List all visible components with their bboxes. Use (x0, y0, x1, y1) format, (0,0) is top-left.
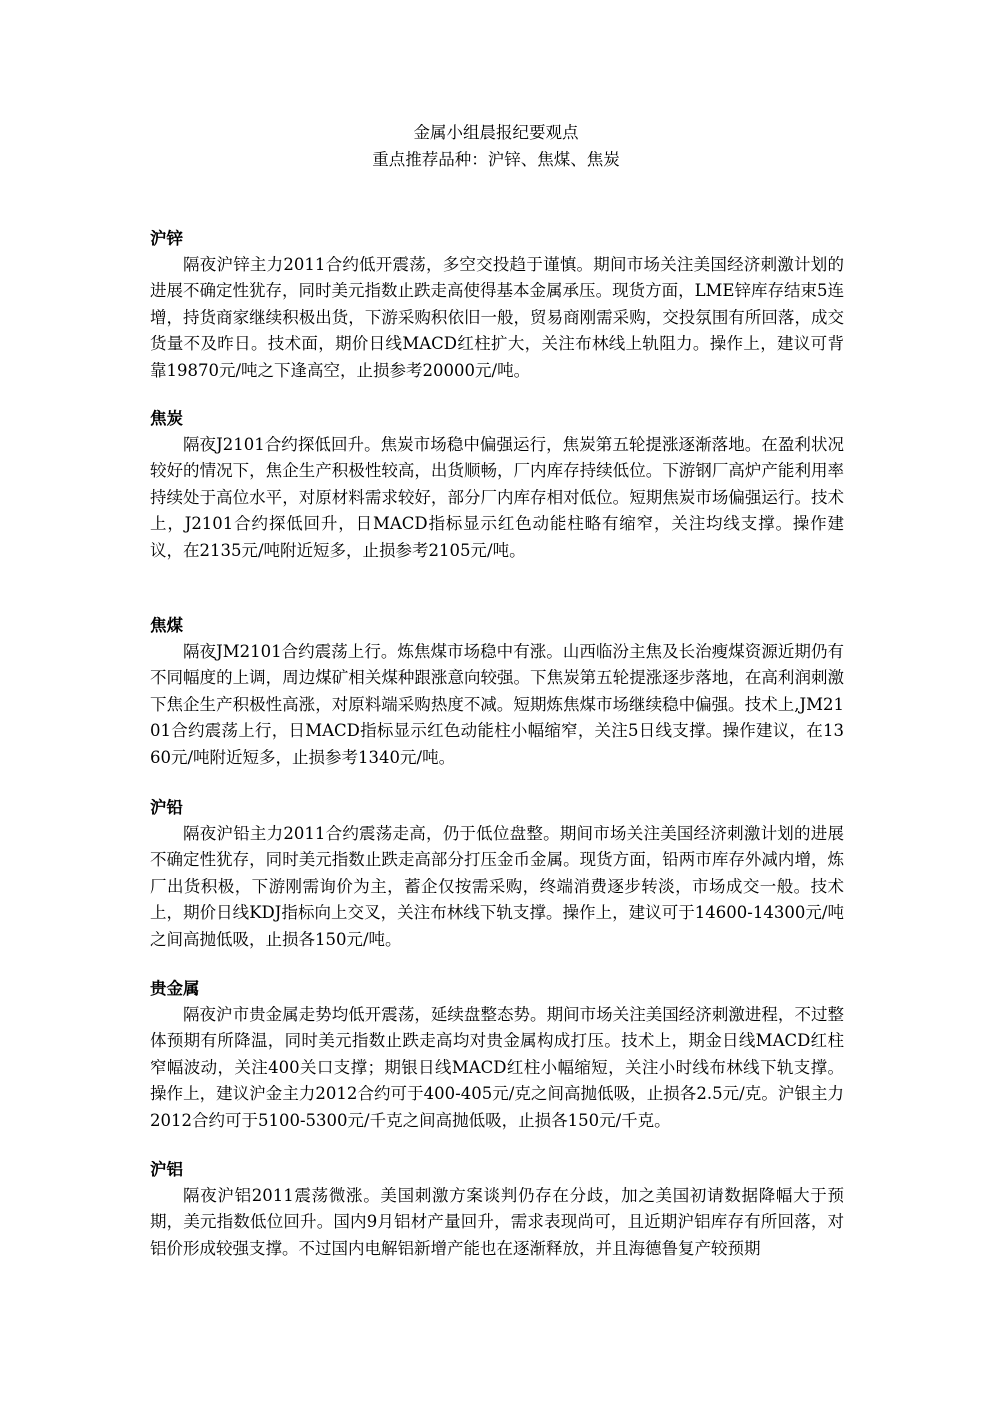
section-body: 隔夜J2101合约探低回升。焦炭市场稳中偏强运行，焦炭第五轮提涨逐渐落地。在盈利状况较好的情况下，焦企生产积极性较高，出货顺畅，厂内库存持续低位。下游钢厂高炉产能利用率持续处于高位水平，对原材料需求较好，部分厂内库存相对低位。短期焦炭市场偏强运行。技术上，J2101合约探低回升，日MACD指标显示红色动能柱略有缩窄，关注均线支撑。操作建议，在2135元/吨附近短多，止损参考2105元/吨。 (150, 435, 844, 560)
section-heading: 沪铅 (150, 798, 183, 817)
section-heading: 沪锌 (150, 229, 183, 248)
section-aluminum (150, 1157, 844, 1262)
section-heading: 焦炭 (150, 409, 183, 428)
section-heading: 沪铝 (150, 1160, 183, 1179)
section-zinc (150, 226, 844, 384)
document-header (0, 119, 992, 173)
section-body: 隔夜沪市贵金属走势均低开震荡，延续盘整态势。期间市场关注美国经济刺激进程，不过整体预期有所降温，同时美元指数止跌走高均对贵金属构成打压。技术上，期金日线MACD红柱窄幅波动，关注400关口支撑；期银日线MACD红柱小幅缩短，关注小时线布林线下轨支撑。操作上，建议沪金主力2012合约可于400-405元/克之间高抛低吸，止损各2.5元/克。沪银主力2012合约可于5100-5300元/千克之间高抛低吸，止损各150元/千克。 (150, 1005, 844, 1130)
section-lead (150, 795, 844, 953)
section-coking-coal (150, 613, 844, 771)
section-body: 隔夜沪铅主力2011合约震荡走高，仍于低位盘整。期间市场关注美国经济刺激计划的进展不确定性犹存，同时美元指数止跌走高部分打压金币金属。现货方面，铅两市库存外减内增，炼厂出货积极，下游刚需询价为主，蓄企仅按需采购，终端消费逐步转淡，市场成交一般。技术上，期价日线KDJ指标向上交叉，关注布林线下轨支撑。操作上，建议可于14600-14300元/吨之间高抛低吸，止损各150元/吨。 (150, 824, 844, 949)
section-coke (150, 406, 844, 564)
document-title: 金属小组晨报纪要观点 (413, 123, 579, 142)
section-body: 隔夜沪锌主力2011合约低开震荡，多空交投趋于谨慎。期间市场关注美国经济刺激计划的进展不确定性犹存，同时美元指数止跌走高使得基本金属承压。现货方面，LME锌库存结束5连增，持货商家继续积极出货，下游采购积依旧一般，贸易商刚需采购，交投氛围有所回落，成交货量不及昨日。技术面，期价日线MACD红柱扩大，关注布林线上轨阻力。操作上，建议可背靠19870元/吨之下逢高空，止损参考20000元/吨。 (150, 255, 844, 380)
section-body: 隔夜JM2101合约震荡上行。炼焦煤市场稳中有涨。山西临汾主焦及长治瘦煤资源近期仍有不同幅度的上调，周边煤矿相关煤种跟涨意向较强。下焦炭第五轮提涨逐步落地，在高利润刺激下焦企生产积极性高涨，对原料端采购热度不减。短期炼焦煤市场继续稳中偏强。技术上,JM2101合约震荡上行，日MACD指标显示红色动能柱小幅缩窄，关注5日线支撑。操作建议，在1360元/吨附近短多，止损参考1340元/吨。 (150, 642, 844, 767)
document-subtitle: 重点推荐品种：沪锌、焦煤、焦炭 (372, 150, 620, 169)
section-heading: 焦煤 (150, 616, 183, 635)
section-precious-metals (150, 976, 844, 1134)
section-body: 隔夜沪铝2011震荡微涨。美国刺激方案谈判仍存在分歧，加之美国初请数据降幅大于预期，美元指数低位回升。国内9月铝材产量回升，需求表现尚可，且近期沪铝库存有所回落，对铝价形成较强支撑。不过国内电解铝新增产能也在逐渐释放，并且海德鲁复产较预期 (150, 1186, 844, 1258)
section-heading: 贵金属 (150, 979, 200, 998)
